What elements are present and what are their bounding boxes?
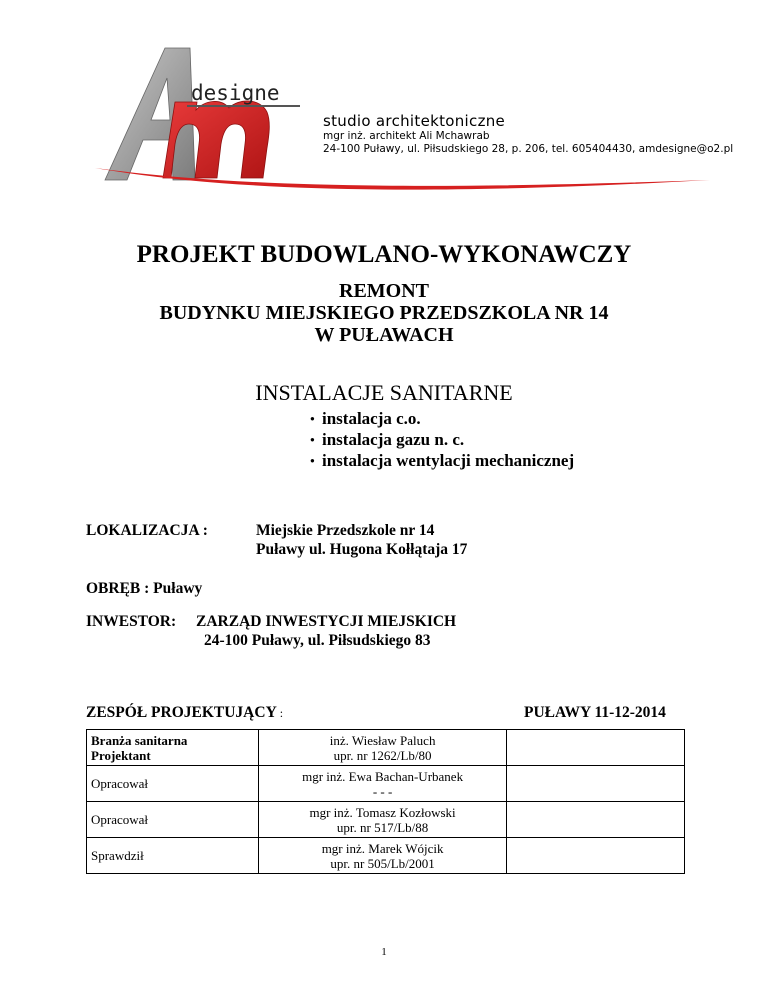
project-subtitle xyxy=(0,280,768,346)
list-item: ● instalacja c.o. xyxy=(310,409,421,428)
logo-wordmark: designe xyxy=(191,81,280,105)
investor-address: 24-100 Puławy, ul. Piłsudskiego 83 xyxy=(204,632,431,649)
team-label: ZESPÓŁ PROJEKTUJĄCY xyxy=(86,704,277,721)
signature-cell xyxy=(507,766,685,802)
studio-architect: mgr inż. architekt Ali Mchawrab xyxy=(323,130,490,142)
signature-cell xyxy=(507,802,685,838)
investor-label: INWESTOR: xyxy=(86,613,177,630)
location-label: LOKALIZACJA : xyxy=(86,522,208,539)
list-item: ● instalacja gazu n. c. xyxy=(310,430,465,449)
team-heading xyxy=(86,703,283,723)
page-number: 1 xyxy=(381,946,387,958)
studio-address: 24-100 Puławy, ul. Piłsudskiego 28, p. 206, tel. 605404430, amdesigne@o2.pl xyxy=(323,143,734,155)
subtitle-line: REMONT xyxy=(339,280,429,302)
table-row xyxy=(87,766,685,802)
installation-list xyxy=(310,408,574,471)
bullet-icon: ● xyxy=(310,435,315,444)
location-value xyxy=(256,521,467,559)
signature-cell xyxy=(507,838,685,874)
designer-cell: inż. Wiesław Paluch upr. nr 1262/Lb/80 xyxy=(259,730,507,766)
designer-cell: mgr inż. Tomasz Kozłowski upr. nr 517/Lb/88 xyxy=(259,802,507,838)
role-cell: Opracował xyxy=(87,802,259,838)
precinct: OBRĘB : Puławy xyxy=(86,580,203,597)
location-line: Puławy ul. Hugona Kołłątaja 17 xyxy=(256,541,468,558)
list-item: ● instalacja wentylacji mechanicznej xyxy=(310,451,575,470)
role-cell: Opracował xyxy=(87,766,259,802)
table-row xyxy=(87,730,685,766)
logo-swoosh xyxy=(95,150,710,200)
team-colon: : xyxy=(276,706,284,720)
investor-name: ZARZĄD INWESTYCJI MIEJSKICH xyxy=(196,613,457,630)
location-line: Miejskie Przedszkole nr 14 xyxy=(256,522,435,539)
project-title: PROJEKT BUDOWLANO-WYKONAWCZY xyxy=(136,241,632,268)
document-date: PUŁAWY 11-12-2014 xyxy=(524,704,666,721)
section-title: INSTALACJE SANITARNE xyxy=(255,380,513,405)
signature-cell xyxy=(507,730,685,766)
subtitle-line: BUDYNKU MIEJSKIEGO PRZEDSZKOLA NR 14 xyxy=(159,302,609,324)
designer-cell: mgr inż. Ewa Bachan-Urbanek - - - xyxy=(259,766,507,802)
table-row xyxy=(87,838,685,874)
bullet-icon: ● xyxy=(310,456,315,465)
subtitle-line: W PUŁAWACH xyxy=(314,324,454,346)
design-team-table xyxy=(86,729,685,874)
role-cell: Sprawdził xyxy=(87,838,259,874)
studio-name: studio architektoniczne xyxy=(323,112,506,130)
designer-cell: mgr inż. Marek Wójcik upr. nr 505/Lb/2001 xyxy=(259,838,507,874)
bullet-icon: ● xyxy=(310,414,315,423)
table-row xyxy=(87,802,685,838)
role-cell: Branża sanitarna Projektant xyxy=(87,730,259,766)
